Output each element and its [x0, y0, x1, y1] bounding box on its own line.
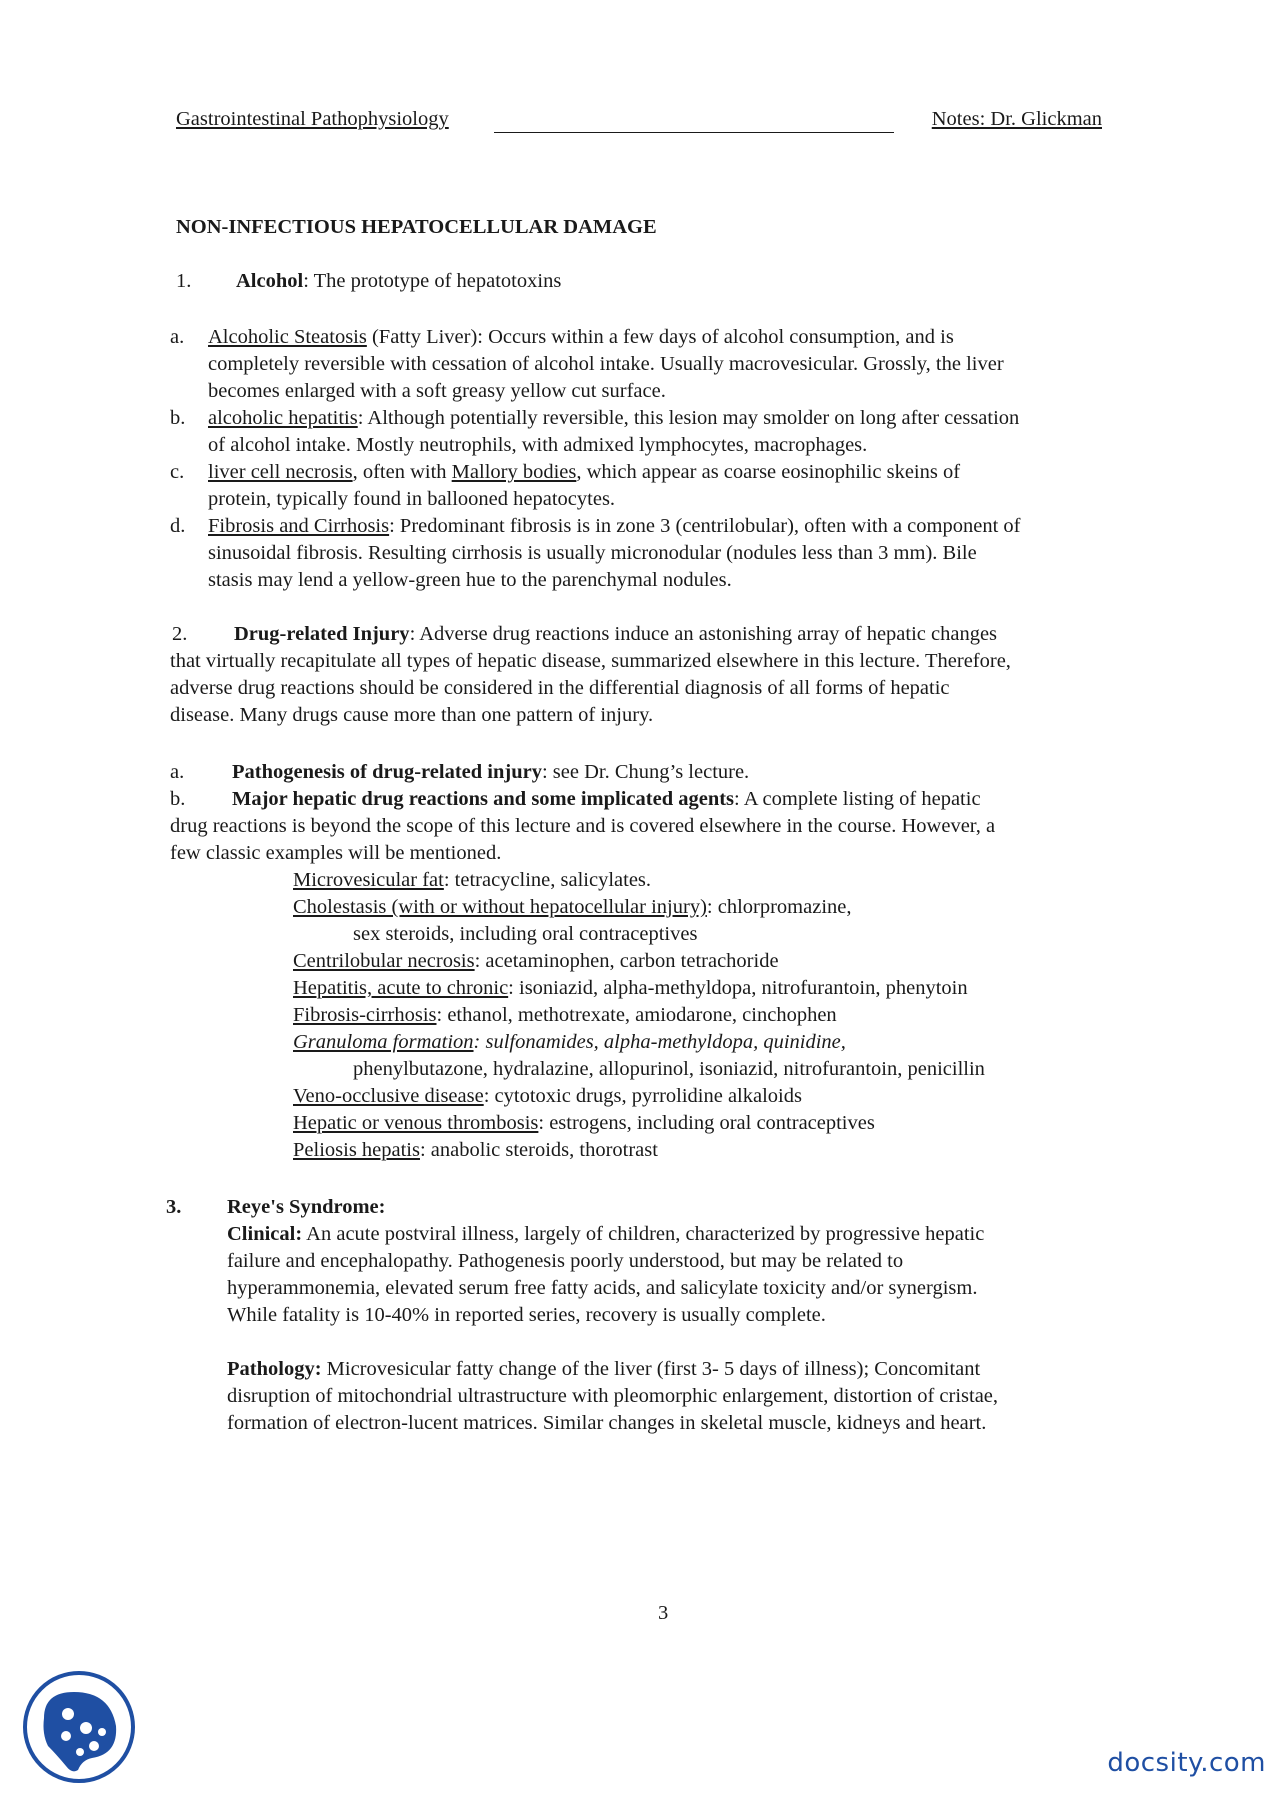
- item-1a-line-2: completely reversible with cessation of alcohol intake. Usually macrovesicular. Grossly, the liver: [208, 353, 1004, 375]
- clinical-line-2: failure and encephalopathy. Pathogenesis poorly understood, but may be related to: [227, 1250, 904, 1272]
- item-1c-line-2: protein, typically found in ballooned hepatocytes.: [208, 488, 616, 510]
- header-rule: [494, 132, 894, 133]
- section-1-number: 1.: [176, 270, 192, 292]
- reaction-continuation: sex steroids, including oral contraceptives: [353, 923, 698, 945]
- page-number: 3: [658, 1602, 669, 1624]
- item-2b-line-2: drug reactions is beyond the scope of this lecture and is covered elsewhere in the course. However, a: [170, 815, 996, 837]
- item-1c-line-1: liver cell necrosis, often with Mallory bodies, which appear as coarse eosinophilic skeins of: [208, 461, 961, 483]
- item-1d-label: d.: [170, 515, 186, 537]
- item-1b-line-2: of alcohol intake. Mostly neutrophils, with admixed lymphocytes, macrophages.: [208, 434, 868, 456]
- header-author: Notes: Dr. Glickman: [931, 108, 1102, 130]
- reaction-item: Hepatic or venous thrombosis: estrogens, including oral contraceptives: [293, 1112, 875, 1134]
- item-1a-line-3: becomes enlarged with a soft greasy yellow cut surface.: [208, 380, 666, 402]
- running-header: [176, 106, 1102, 136]
- pathology-line-3: formation of electron-lucent matrices. Similar changes in skeletal muscle, kidneys and heart.: [227, 1412, 987, 1434]
- item-2b-label: b.: [170, 788, 186, 810]
- reaction-item: Hepatitis, acute to chronic: isoniazid, alpha-methyldopa, nitrofurantoin, phenytoin: [293, 977, 968, 999]
- item-2b-line-3: few classic examples will be mentioned.: [170, 842, 502, 864]
- reaction-item: Granuloma formation: sulfonamides, alpha-methyldopa, quinidine,: [293, 1031, 846, 1053]
- page-title: NON-INFECTIOUS HEPATOCELLULAR DAMAGE: [176, 216, 657, 238]
- item-1a-line-1: Alcoholic Steatosis (Fatty Liver): Occurs within a few days of alcohol consumption, and is: [208, 326, 954, 348]
- item-2a-text: Pathogenesis of drug-related injury: see Dr. Chung’s lecture.: [232, 761, 750, 783]
- item-2b-line-1: Major hepatic drug reactions and some implicated agents: A complete listing of hepatic: [232, 788, 981, 810]
- reaction-continuation: phenylbutazone, hydralazine, allopurinol, isoniazid, nitrofurantoin, penicillin: [353, 1058, 985, 1080]
- section-2-line-2: that virtually recapitulate all types of hepatic disease, summarized elsewhere in this lecture. Therefore,: [170, 650, 1011, 672]
- reaction-item: Cholestasis (with or without hepatocellular injury): chlorpromazine,: [293, 896, 852, 918]
- docsity-brand-link[interactable]: docsity.com: [1107, 1748, 1266, 1778]
- reaction-item: Fibrosis-cirrhosis: ethanol, methotrexate, amiodarone, cinchophen: [293, 1004, 837, 1026]
- clinical-line-1: Clinical: An acute postviral illness, largely of children, characterized by progressive hepatic: [227, 1223, 985, 1245]
- section-2-line-1: Drug-related Injury: Adverse drug reactions induce an astonishing array of hepatic changes: [234, 623, 998, 645]
- item-1b-line-1: alcoholic hepatitis: Although potentially reversible, this lesion may smolder on long after cessation: [208, 407, 1020, 429]
- clinical-line-3: hyperammonemia, elevated serum free fatty acids, and salicylate toxicity and/or synergism.: [227, 1277, 978, 1299]
- item-2a-label: a.: [170, 761, 185, 783]
- header-course: Gastrointestinal Pathophysiology: [176, 108, 449, 130]
- section-2-line-3: adverse drug reactions should be considered in the differential diagnosis of all forms of hepatic: [170, 677, 950, 699]
- item-1d-line-2: sinusoidal fibrosis. Resulting cirrhosis is usually micronodular (nodules less than 3 mm). Bile: [208, 542, 977, 564]
- section-1-heading: Alcohol: The prototype of hepatotoxins: [236, 270, 562, 292]
- section-2-line-4: disease. Many drugs cause more than one pattern of injury.: [170, 704, 654, 726]
- reaction-item: Peliosis hepatis: anabolic steroids, thorotrast: [293, 1139, 658, 1161]
- item-1c-label: c.: [170, 461, 185, 483]
- reaction-item: Centrilobular necrosis: acetaminophen, carbon tetrachoride: [293, 950, 779, 972]
- reaction-item: Veno-occlusive disease: cytotoxic drugs, pyrrolidine alkaloids: [293, 1085, 802, 1107]
- section-3-heading: Reye's Syndrome:: [227, 1196, 386, 1218]
- clinical-line-4: While fatality is 10-40% in reported series, recovery is usually complete.: [227, 1304, 826, 1326]
- pathology-line-1: Pathology: Microvesicular fatty change of the liver (first 3- 5 days of illness); Concomitant: [227, 1358, 981, 1380]
- pathology-line-2: disruption of mitochondrial ultrastructure with pleomorphic enlargement, distortion of cristae,: [227, 1385, 999, 1407]
- item-1d-line-1: Fibrosis and Cirrhosis: Predominant fibrosis is in zone 3 (centrilobular), often with a component of: [208, 515, 1021, 537]
- item-1d-line-3: stasis may lend a yellow-green hue to the parenchymal nodules.: [208, 569, 732, 591]
- section-2-number: 2.: [172, 623, 188, 645]
- section-3-number: 3.: [166, 1196, 182, 1218]
- reaction-item: Microvesicular fat: tetracycline, salicylates.: [293, 869, 652, 891]
- item-1b-label: b.: [170, 407, 186, 429]
- docsity-logo-icon[interactable]: [22, 1670, 136, 1784]
- item-1a-label: a.: [170, 326, 185, 348]
